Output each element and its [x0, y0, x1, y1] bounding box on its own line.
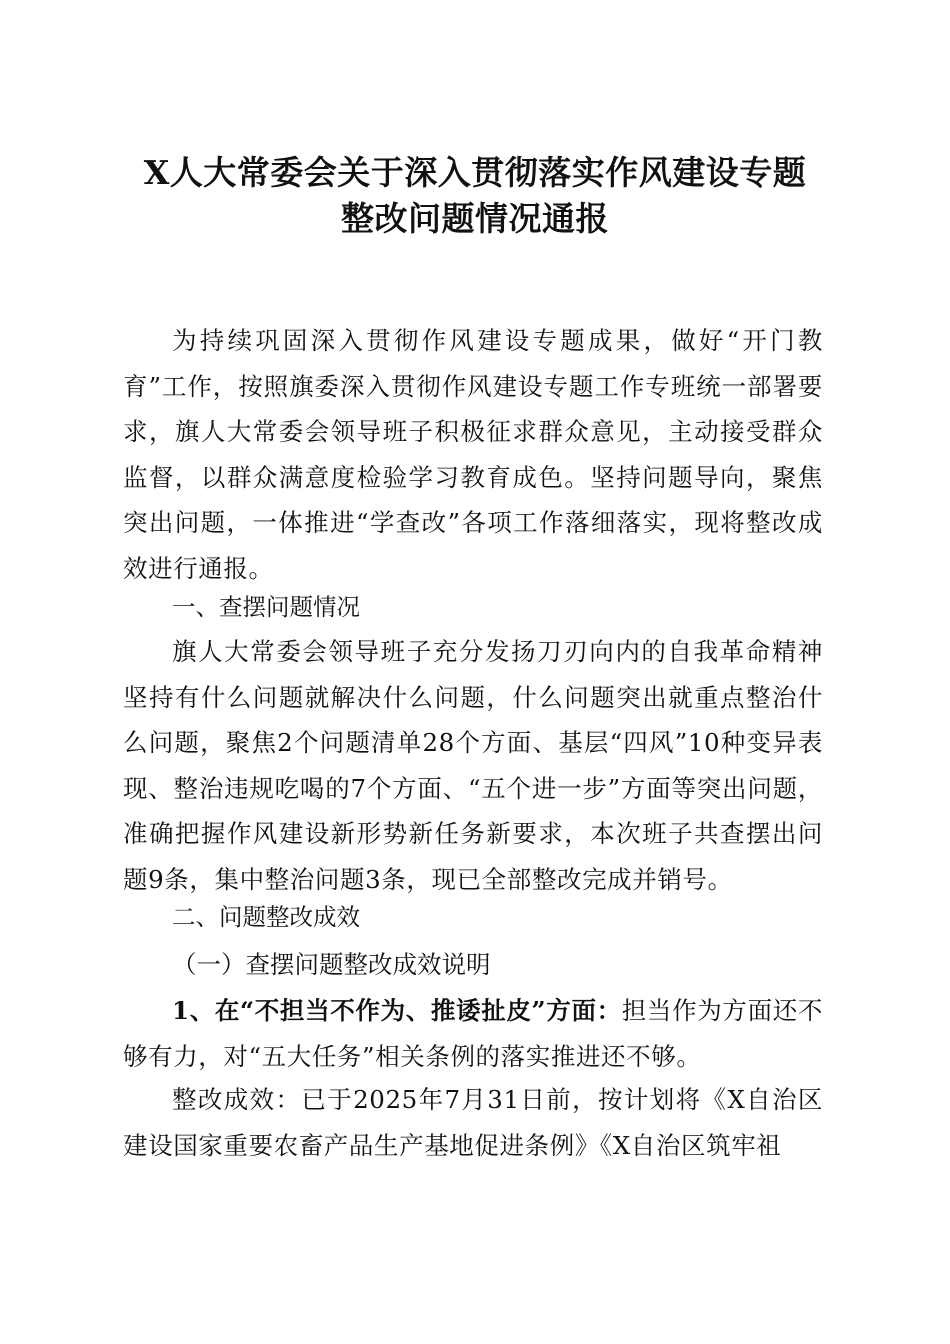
document-title-line-2: 整改问题情况通报 [341, 199, 609, 238]
item-1-body: 担当作为方面还不够有力，对“五大任务”相关条例的落实推进还不够。 [123, 996, 823, 1071]
subsection-1-heading: （一）查摆问题整改成效说明 [172, 950, 491, 979]
section-2-heading: 二、问题整改成效 [172, 903, 360, 931]
item-1-result-paragraph: 整改成效：已于2025年7月31日前，按计划将《X自治区建设国家重要农畜产品生产基地促进条例》《X自治区筑牢祖 [123, 1085, 823, 1160]
document-title-line-1: X人大常委会关于深入贯彻落实作风建设专题 [143, 153, 807, 192]
item-1-paragraph [123, 988, 823, 1079]
intro-paragraph: 为持续巩固深入贯彻作风建设专题成果，做好“开门教育”工作，按照旗委深入贯彻作风建设专题工作专班统一部署要求，旗人大常委会领导班子积极征求群众意见，主动接受群众监督，以群众满意度检验学习教育成色。坚持问题导向，聚焦突出问题，一体推进“学查改”各项工作落细落实，现将整改成效进行通报。 [123, 326, 823, 583]
section-1-body: 旗人大常委会领导班子充分发扬刀刃向内的自我革命精神坚持有什么问题就解决什么问题，什么问题突出就重点整治什么问题，聚焦2个问题清单28个方面、基层“四风”10种变异表现、整治违规吃喝的7个方面、“五个进一步”方面等突出问题，准确把握作风建设新形势新任务新要求，本次班子共查摆出问题9条，集中整治问题3条，现已全部整改完成并销号。 [123, 637, 823, 894]
section-1-heading: 一、查摆问题情况 [172, 593, 360, 621]
item-1-lead: 1、在“不担当不作为、推诿扯皮”方面： [172, 996, 622, 1025]
